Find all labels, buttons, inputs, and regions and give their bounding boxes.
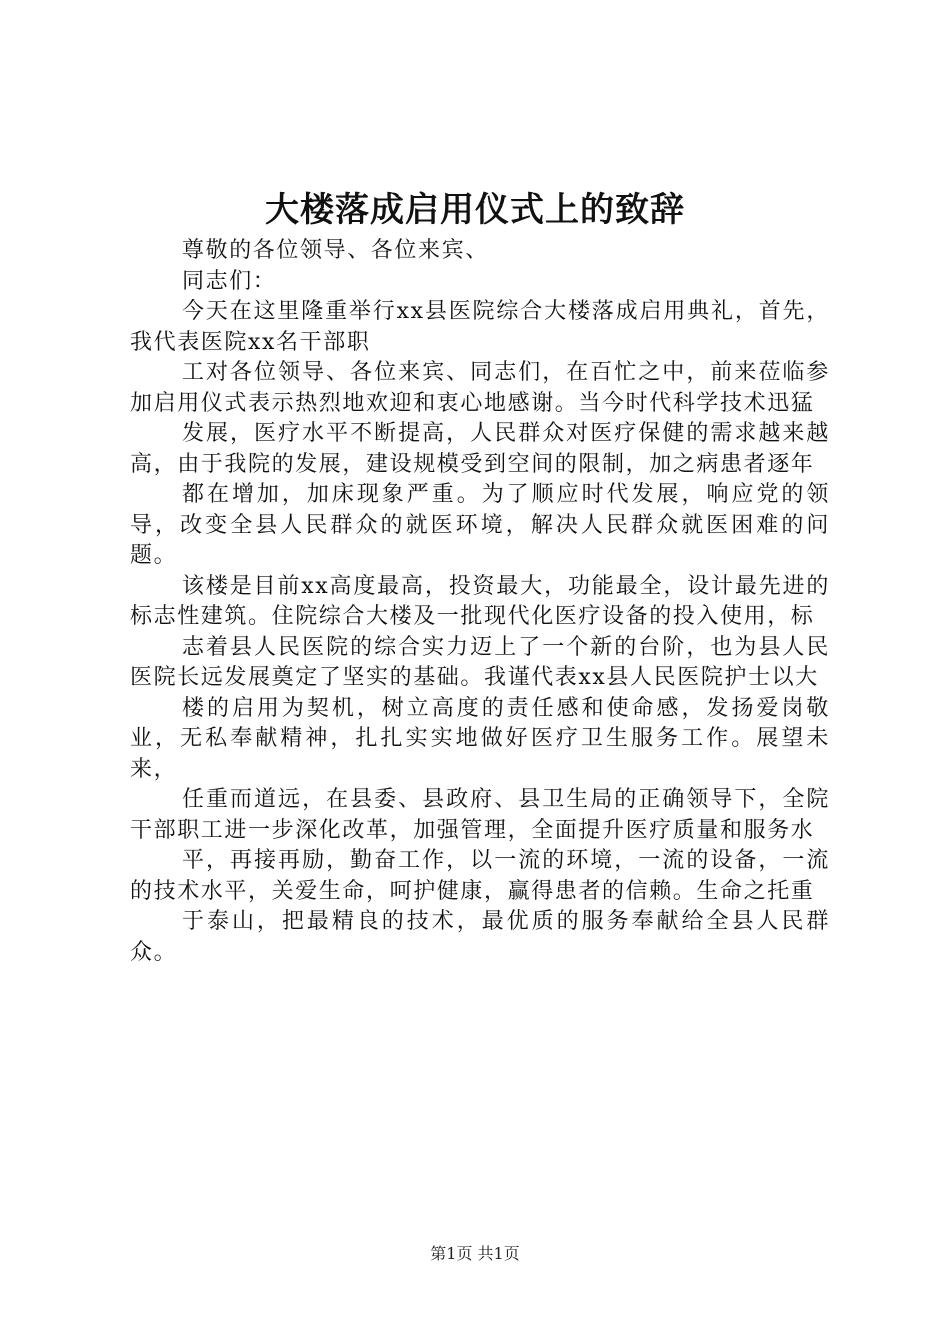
body-paragraph: 工对各位领导、各位来宾、同志们，在百忙之中，前来莅临参加启用仪式表示热烈地欢迎和衷心地感谢。当今时代科学技术迅猛 [130,360,830,416]
salutation-line-2: 同志们： [182,268,277,294]
salutation-line-1: 尊敬的各位领导、各位来宾、 [182,238,489,263]
body-paragraph: 任重而道远，在县委、县政府、县卫生局的正确领导下，全院干部职工进一步深化改革，加强管理，全面提升医疗质量和服务水 [130,787,830,843]
body-paragraph: 都在增加，加床现象严重。为了顺应时代发展，响应党的领导，改变全县人民群众的就医环境，解决人民群众就医困难的问题。 [130,482,830,568]
body-paragraph: 志着县人民医院的综合实力迈上了一个新的台阶，也为县人民医院长远发展奠定了坚实的基础。我谨代表xx县人民医院护士以大 [130,634,830,690]
document-body [130,236,830,968]
body-paragraph: 于泰山，把最精良的技术，最优质的服务奉献给全县人民群众。 [130,909,830,965]
body-paragraph: 发展，医疗水平不断提高，人民群众对医疗保健的需求越来越高，由于我院的发展，建设规模受到空间的限制，加之病患者逐年 [130,421,830,477]
document-title: 大楼落成启用仪式上的致辞 [265,190,685,230]
body-paragraph: 该楼是目前xx高度最高，投资最大，功能最全，设计最先进的标志性建筑。住院综合大楼及一批现代化医疗设备的投入使用，标 [130,573,830,629]
body-paragraph: 平，再接再励，勤奋工作，以一流的环境，一流的设备，一流的技术水平，关爱生命，呵护健康，赢得患者的信赖。生命之托重 [130,848,830,904]
body-paragraph: 今天在这里隆重举行xx县医院综合大楼落成启用典礼，首先，我代表医院xx名干部职 [130,299,830,355]
body-paragraph: 楼的启用为契机，树立高度的责任感和使命感，发扬爱岗敬业，无私奉献精神，扎扎实实地做好医疗卫生服务工作。展望未来， [130,695,830,782]
page-number-footer: 第1页 共1页 [430,1244,520,1263]
